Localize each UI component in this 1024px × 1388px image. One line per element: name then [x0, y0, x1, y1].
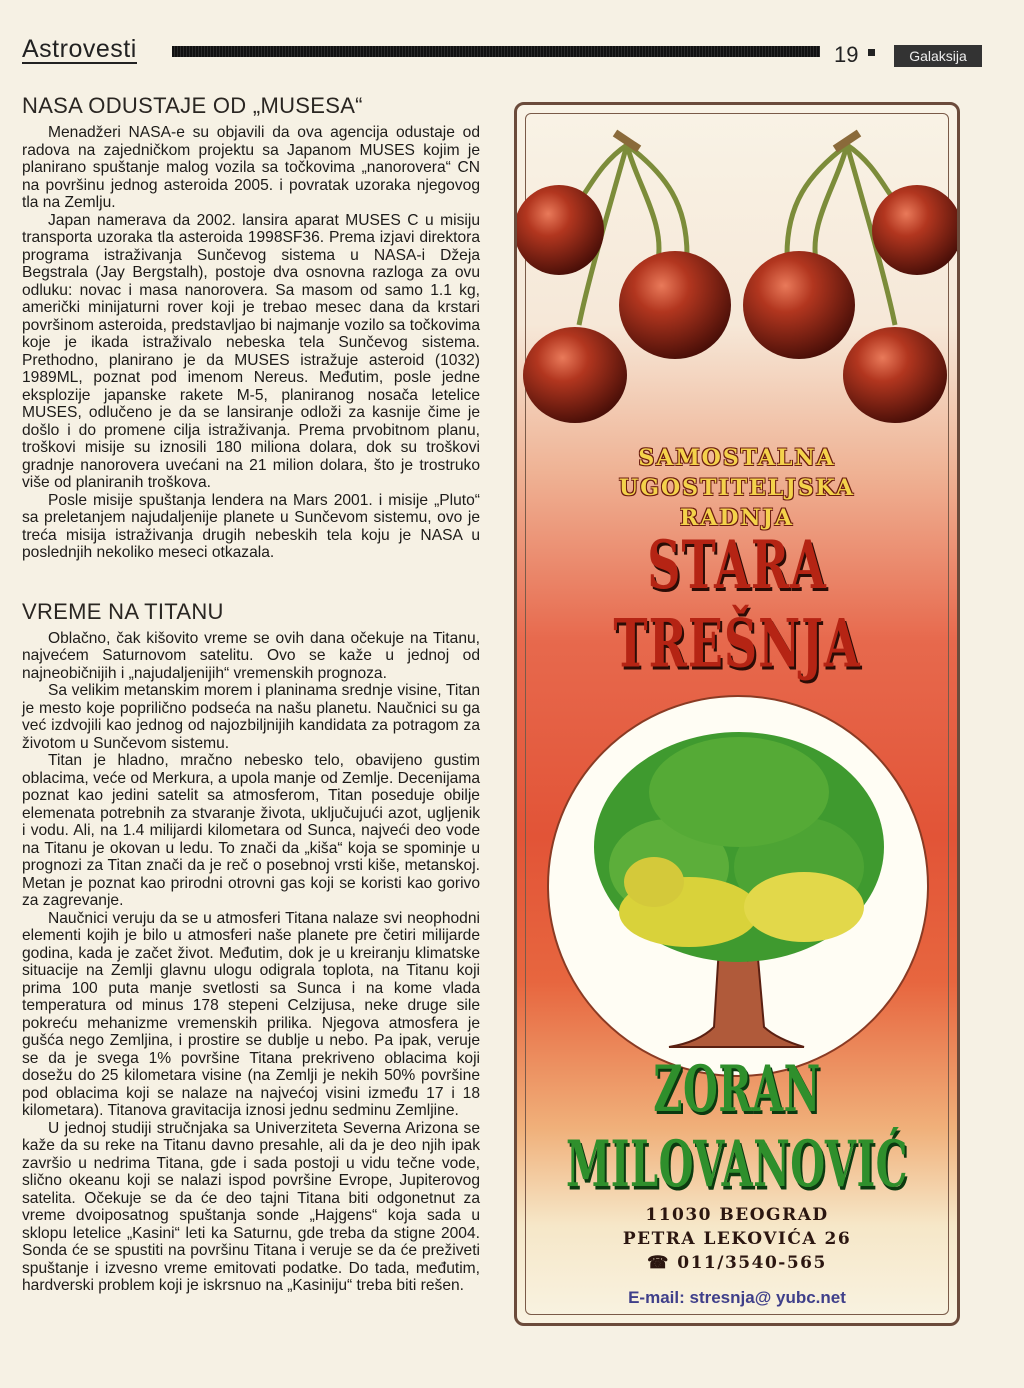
article-paragraph: Posle misije spuštanja lendera na Mars 2001. i misije „Pluto“ sa preletanjem najudaljenije planete u Sunčevom sistemu, ovo je treća misija istraživanja drugih nebeskih tela koju je NASA u poslednjih nekoliko meseci otkazala. [22, 491, 480, 561]
article-paragraph: Titan je hladno, mračno nebesko telo, obavijeno gustim oblacima, veće od Merkura, a upola manje od Zemlje. Decenijama poznat kao jedini satelit sa atmosferom, Titan poseduje obilje elemenata potrebnih za stvaranje života, uključujući azot, ugljenik i vodu. Ali, na 1.4 milijardi kilometara od Sunca, najveći deo vode na Titanu je okovan u ledu. To znači da „kiša“ koja se spominje u prognozi za Titan znači da je reč o posebnoj vrsti kiše, metanskoj. Metan je poznat kao prirodni otrovni gas koji se koristi kao gorivo za zagrevanje. [22, 752, 480, 909]
restaurant-advertisement [514, 102, 960, 1326]
address-street: PETRA LEKOVIĆA 26 [622, 1229, 852, 1249]
bullet-separator [868, 49, 875, 56]
tree-icon [549, 697, 927, 1075]
article-title-nasa: NASA ODUSTAJE OD „MUSESA“ [22, 93, 363, 118]
page-number: 19 [834, 42, 859, 67]
ad-line-samostalna: SAMOSTALNA [638, 445, 836, 471]
article-title-titan: VREME NA TITANU [22, 598, 224, 624]
article-paragraph: Naučnici veruju da se u atmosferi Titana nalaze svi neophodni elementi kojih je bilo u atmosferi naše planete pre četiri milijarde godina, kada je začet život. Međutim, dok je u kreiranju klimatske situacije na Zemlji glavnu ulogu odigrala toplota, na Titanu koji prima 100 puta manje svetlosti sa Sunca i na kome vlada temperatura od minus 178 stepeni Celzijusa, neke druge sile pokreću mehanizme vremenskih prilika. Njegova atmosfera je gušća nego Zemljina, i prostire se dublje u nebo. Pa ipak, veruje se da je svega 1% površine Titana prekriveno oblacima koji dosežu do 25 kilometara visine (na Zemlji je nekih 50% površine pod oblacima koji se nalaze na najvećoj visini između 17 i 18 kilometara). Titanova gravitacija iznosi jednu sedminu Zemljine. [22, 909, 480, 1119]
ad-line-ugostiteljska: UGOSTITELJSKA [619, 475, 855, 501]
email-address: E-mail: stresnja@ yubc.net [628, 1288, 846, 1307]
article-paragraph: Japan namerava da 2002. lansira aparat MUSES C u misiju transporta uzoraka tla asteroida 1998SF36. Prema izjavi direktora programa istraživanja Sunčevog sistema u NASA-i Džeja Begstrala (Jay Bergstalh), postoje dva osnovna razloga za ovu odluku: novac i masa nanorovera. Sa masom od samo 1.1 kg, američki minijaturni rover koji je trebao mesec dana da krstari površinom asteroida, predstavljao bi najmanje vozilo sa točkovima koje je ikada istraživalo nebeska tela Sunčevog sistema. Prethodno, planirano je da MUSES istražuje asteroid (1032) 1989ML, poznat pod imenom Nereus. Međutim, posle jedne eksplozije japanske rakete M-5, planiranog nosača letelice MUSES, odlučeno je da se lansiranje odloži za kasnije čime je došlo i do promene cilja istraživanja. Prema prvobitnom planu, troškovi misije su iznosili 180 miliona dolara, dok su troškovi gradnje nanorovera uvećani na 21 milion dolara, što je trostruko više od planiranih troškova. [22, 211, 480, 491]
article-paragraph: Oblačno, čak kišovito vreme se ovih dana očekuje na Titanu, najvećem Saturnovom satelitu. Ovo se kaže u jednoj od najneobičnijih i „najudaljenijih“ vremenskih prognoza. [22, 629, 480, 682]
article-column [22, 94, 480, 1295]
section-tag: Galaksija [894, 45, 982, 67]
cherries-illustration [517, 105, 957, 435]
ad-line-radnja: RADNJA [679, 505, 795, 531]
phone-number: ☎ 011/3540-565 [647, 1253, 827, 1273]
page-header [22, 36, 994, 72]
article-paragraph: Sa velikim metanskim morem i planinama srednje visine, Titan je mesto koje poprilično podseća na našu planetu. Naučnici su ga već izdvojili kao jednog od najozbiljnijih kandidata za potragom za životom u Sunčevom sistemu. [22, 682, 480, 752]
article-paragraph: Menadžeri NASA-e su objavili da ova agencija odustaje od radova na zajedničkom projektu sa Japanom MUSES kojim je planirano spuštanje malog vozila sa točkovima „nanorovera“ CN na površinu jednog asteroida 2005. i povratak uzoraka njegovog tla na Zemlju. [22, 124, 480, 211]
tree-medallion [547, 695, 929, 1077]
magazine-section-title: Astrovesti [22, 35, 137, 63]
restaurant-name: STARA TREŠNJA [613, 525, 861, 683]
owner-name: ZORAN MILOVANOVIĆ [565, 1051, 908, 1203]
address-city: 11030 BEOGRAD [645, 1205, 829, 1225]
article-paragraph: U jednoj studiji stručnjaka sa Univerziteta Severna Arizona se kaže da su reke na Titanu davno presahle, ali da je deo njih ipak završio u nedrima Titana, gde i sada postoji u vidu tečne vode, slično okeanu koji se nalazi ispod površine Evrope, Jupiterovog satelita. Očekuje se da će deo tajni Titana biti odgonetnut za vreme dvoiposatnog spuštanja sonde „Hajgens“ koja sada u sklopu letelice „Kasini“ leti ka Saturnu, gde treba da stigne 2004. Sonda će se spustiti na površinu Titana i veruje se da će preživeti spuštanje i izvesno vreme emitovati podatke. Do tada, međutim, hardverski problem koji je iskrsnuo na „Kasiniju“ treba biti rešen. [22, 1119, 480, 1294]
header-rule [172, 46, 820, 57]
